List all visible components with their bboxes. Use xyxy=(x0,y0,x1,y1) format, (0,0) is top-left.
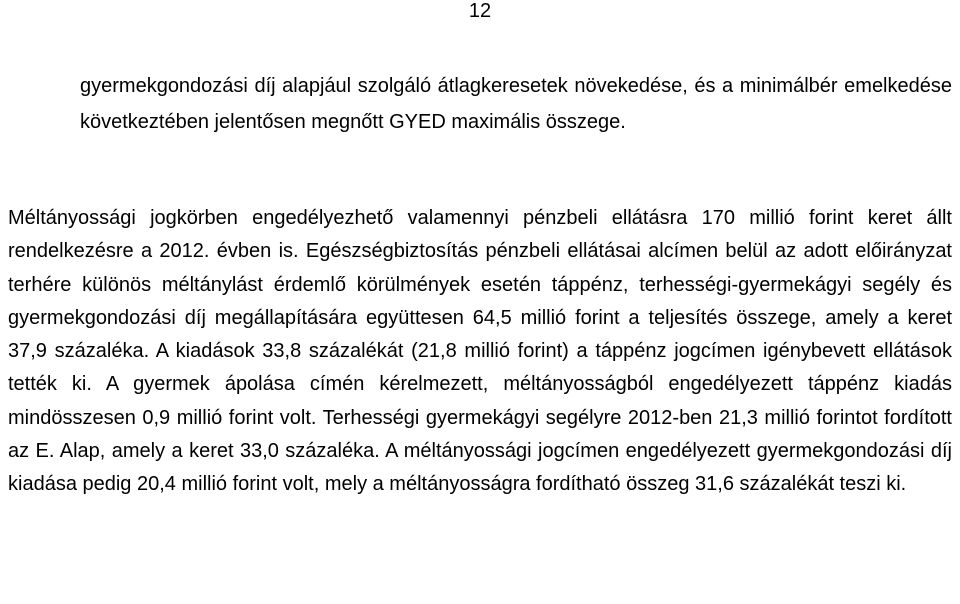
page-number: 12 xyxy=(468,0,492,22)
paragraph-equity-benefits: Méltányossági jogkörben engedélyezhető valamennyi pénzbeli ellátásra 170 millió forint keret állt rendelkezésre a 2012. évben is. Egészségbiztosítás pénzbeli ellátásai alcímen belül az adott előirányzat terhére különös méltánylást érdemlő körülmények esetén táppénz, terhességi-gyermekágyi segély és gyermekgondozási díj megállapítására együttesen 64,5 millió forint a teljesítés összege, amely a keret 37,9 százaléka. A kiadások 33,8 százalékát (21,8 millió forint) a táppénz jogcímen igénybevett ellátások tették ki. A gyermek ápolása címén kérelmezett, méltányosságból engedélyezett táppénz kiadás mindösszesen 0,9 millió forint volt. Terhességi gyermekágyi segélyre 2012-ben 21,3 millió forintot fordított az E. Alap, amely a keret 33,0 százaléka. A méltányossági jogcímen engedélyezett gyermekgondozási díj kiadása pedig 20,4 millió forint volt, mely a méltányosságra fordítható összeg 31,6 százalékát teszi ki. xyxy=(8,207,952,496)
paragraph-gyed: gyermekgondozási díj alapjául szolgáló átlagkeresetek növekedése, és a minimálbér emelkedése következtében jelentősen megnőtt GYED maximális összege. xyxy=(80,75,952,133)
